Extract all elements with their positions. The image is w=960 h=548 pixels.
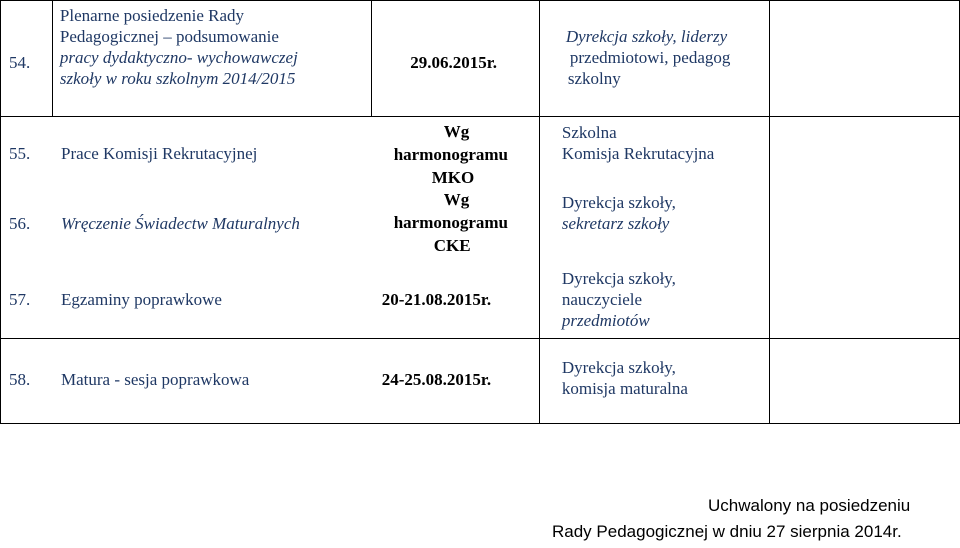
responsible-block-cell <box>539 117 770 339</box>
responsible-line: komisja maturalna <box>561 379 688 398</box>
footer-approval-line: Uchwalony na posiedzeniu <box>708 496 911 515</box>
event-cell <box>52 1 371 117</box>
responsible-line: Dyrekcja szkoły, <box>561 193 676 212</box>
responsible-line: sekretarz szkoły <box>561 214 670 233</box>
responsible-line: Komisja Rekrutacyjna <box>561 144 715 163</box>
date-cell <box>372 1 540 117</box>
event-text: Wręczenie Świadectw Maturalnych <box>61 214 300 233</box>
notes-cell <box>770 1 960 117</box>
event-line: Pedagogicznej – podsumowanie <box>59 27 279 46</box>
row-number: 56. <box>9 214 31 233</box>
table-row <box>1 1 960 117</box>
row-number: 55. <box>9 144 31 163</box>
responsible-cell <box>539 339 770 424</box>
schedule-line: CKE <box>433 236 471 255</box>
schedule-line: Wg <box>443 122 470 141</box>
responsible-line: szkolny <box>567 69 621 88</box>
responsible-line: Dyrekcja szkoły, liderzy <box>565 27 728 46</box>
event-line: szkoły w roku szkolnym 2014/2015 <box>59 69 296 88</box>
responsible-cell <box>539 1 770 117</box>
schedule-line: harmonogramu <box>393 213 508 232</box>
schedule-line: harmonogramu <box>393 145 508 164</box>
schedule-block-cell <box>372 117 540 339</box>
date-text: 20-21.08.2015r. <box>381 290 492 309</box>
responsible-line: Szkolna <box>561 123 617 142</box>
event-text: Matura - sesja poprawkowa <box>61 370 250 389</box>
row-number: 58. <box>9 370 31 389</box>
notes-cell <box>770 117 960 339</box>
row-number: 54. <box>9 53 31 72</box>
row-number-cell <box>1 1 53 117</box>
responsible-line: przedmiotów <box>561 311 650 330</box>
responsible-line: nauczyciele <box>561 290 643 309</box>
events-block-cell <box>1 117 372 339</box>
notes-cell <box>770 339 960 424</box>
table-row <box>1 339 960 424</box>
event-text: Prace Komisji Rekrutacyjnej <box>61 144 258 163</box>
schedule-line: MKO <box>431 168 475 187</box>
responsible-line: Dyrekcja szkoły, <box>561 269 676 288</box>
date-cell <box>372 339 540 424</box>
footer-date-line: Rady Pedagogicznej w dniu 27 sierpnia 2014r. <box>552 522 902 541</box>
event-text: Egzaminy poprawkowe <box>61 290 222 309</box>
row-number: 57. <box>9 290 31 309</box>
schedule-line: Wg <box>443 190 470 209</box>
event-cell <box>1 339 372 424</box>
event-line: pracy dydaktyczno- wychowawczej <box>59 48 298 67</box>
table-row <box>1 117 960 339</box>
date-text: 24-25.08.2015r. <box>381 370 492 389</box>
event-line: Plenarne posiedzenie Rady <box>59 6 244 25</box>
responsible-line: przedmiotowi, pedagog <box>569 48 731 67</box>
date-text: 29.06.2015r. <box>410 53 497 72</box>
responsible-line: Dyrekcja szkoły, <box>561 358 676 377</box>
